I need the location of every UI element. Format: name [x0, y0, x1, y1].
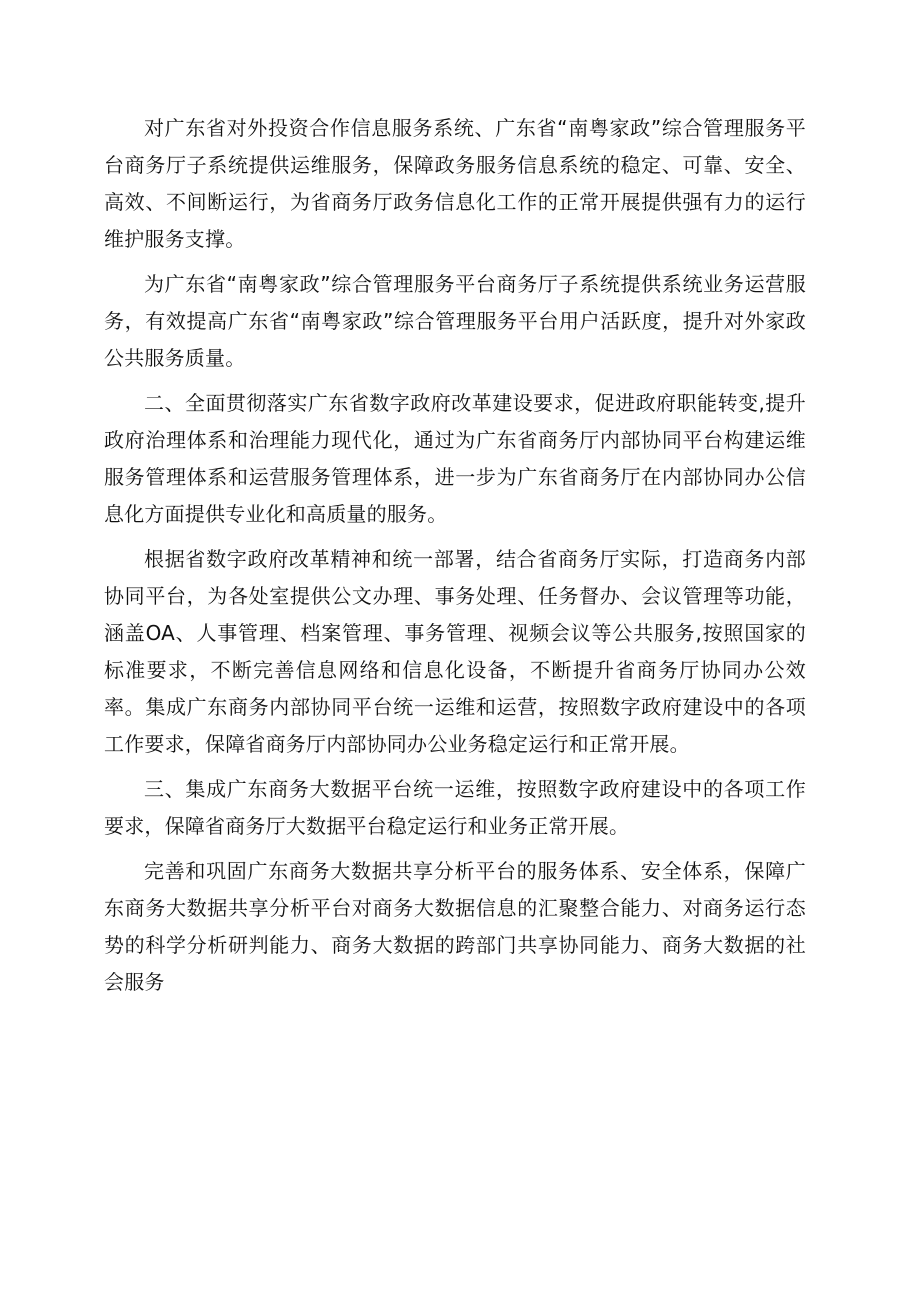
paragraph-big-data-platform: 完善和巩固广东商务大数据共享分析平台的服务体系、安全体系，保障广东商务大数据共享分析平台对商务大数据信息的汇聚整合能力、对商务运行态势的科学分析研判能力、商务大数据的跨部门共享协同能力、商务大数据的社会服务	[104, 859, 806, 994]
document-body	[104, 110, 806, 1009]
paragraph-section-three: 三、集成广东商务大数据平台统一运维，按照数字政府建设中的各项工作要求，保障省商务厅大数据平台稳定运行和业务正常开展。	[104, 777, 806, 838]
paragraph-ops-service: 对广东省对外投资合作信息服务系统、广东省“南粤家政”综合管理服务平台商务厅子系统提供运维服务，保障政务服务信息系统的稳定、可靠、安全、高效、不间断运行，为省商务厅政务信息化工作的正常开展提供强有力的运行维护服务支撑。	[104, 116, 806, 251]
paragraph-business-operation: 为广东省“南粤家政”综合管理服务平台商务厅子系统提供系统业务运营服务，有效提高广东省“南粤家政”综合管理服务平台用户活跃度，提升对外家政公共服务质量。	[104, 272, 806, 370]
paragraph-collaboration-platform: 根据省数字政府改革精神和统一部署，结合省商务厅实际，打造商务内部协同平台，为各处室提供公文办理、事务处理、任务督办、会议管理等功能，涵盖OA、人事管理、档案管理、事务管理、视频会议等公共服务,按照国家的标准要求，不断完善信息网络和信息化设备，不断提升省商务厅协同办公效率。集成广东商务内部协同平台统一运维和运营，按照数字政府建设中的各项工作要求，保障省商务厅内部协同办公业务稳定运行和正常开展。	[104, 547, 806, 756]
paragraph-section-two: 二、全面贯彻落实广东省数字政府改革建设要求，促进政府职能转变,提升政府治理体系和治理能力现代化，通过为广东省商务厅内部协同平台构建运维服务管理体系和运营服务管理体系，进一步为广东省商务厅在内部协同办公信息化方面提供专业化和高质量的服务。	[104, 391, 806, 526]
